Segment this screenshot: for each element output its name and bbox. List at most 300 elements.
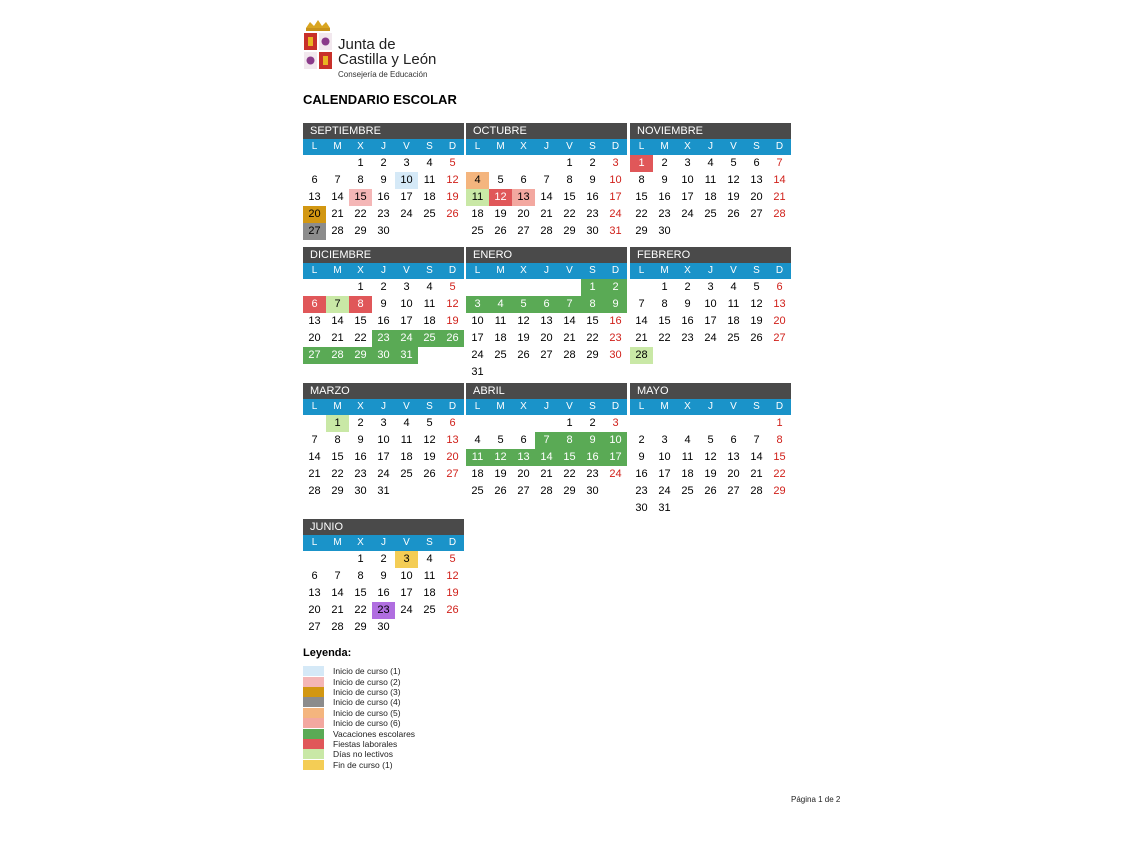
day-cell: 14	[750, 451, 763, 463]
day-empty	[558, 364, 581, 381]
day-cell: 7	[753, 434, 760, 446]
month-octubre	[466, 123, 627, 240]
month-title: SEPTIEMBRE	[303, 123, 464, 139]
day-cell: 24	[609, 468, 622, 480]
day-cell: 4	[466, 172, 489, 189]
month-marzo	[303, 383, 464, 500]
week-row	[303, 206, 464, 223]
day-cell: 7	[311, 434, 318, 446]
day-cell: 28	[331, 621, 344, 633]
weekday-label: M	[333, 265, 342, 276]
week-row	[630, 415, 791, 432]
weekday-label: V	[403, 265, 410, 276]
day-cell: 18	[471, 468, 484, 480]
weekday-row	[630, 139, 791, 155]
month-title: DICIEMBRE	[303, 247, 464, 263]
day-cell: 9	[357, 434, 364, 446]
day-cell: 22	[354, 208, 367, 220]
day-cell: 4	[489, 296, 512, 313]
day-cell: 29	[349, 347, 372, 364]
day-cell: 5	[426, 417, 433, 429]
legend-label: Inicio de curso (5)	[333, 707, 401, 718]
day-cell: 2	[589, 417, 596, 429]
legend-label: Fin de curso (1)	[333, 759, 393, 770]
day-cell: 8	[776, 434, 783, 446]
day-cell: 23	[377, 208, 390, 220]
day-cell: 2	[604, 279, 627, 296]
day-cell: 8	[349, 296, 372, 313]
day-cell: 1	[630, 155, 653, 172]
day-cell: 19	[494, 208, 507, 220]
month-title: MARZO	[303, 383, 464, 399]
day-cell: 17	[400, 315, 413, 327]
day-cell: 7	[776, 157, 783, 169]
week-row	[303, 483, 464, 500]
week-row	[630, 296, 791, 313]
legend-item	[303, 739, 415, 749]
day-cell: 4	[730, 281, 737, 293]
day-cell: 2	[684, 281, 691, 293]
legend-label: Inicio de curso (1)	[333, 666, 401, 677]
day-cell: 11	[400, 434, 413, 446]
day-cell: 12	[446, 298, 459, 310]
legend-item	[303, 728, 415, 738]
weekday-label: D	[448, 401, 457, 412]
day-cell: 26	[750, 332, 763, 344]
day-cell: 11	[466, 449, 489, 466]
legend-swatch	[303, 729, 324, 739]
weekday-label: X	[684, 401, 691, 412]
day-cell: 16	[635, 468, 648, 480]
day-cell: 12	[489, 449, 512, 466]
day-cell: 15	[331, 451, 344, 463]
weekday-label: J	[381, 265, 386, 276]
weekday-row	[303, 263, 464, 279]
day-cell: 27	[446, 468, 459, 480]
day-empty	[303, 155, 326, 172]
day-cell: 13	[727, 451, 740, 463]
day-cell: 24	[471, 349, 484, 361]
day-cell: 28	[540, 485, 553, 497]
weekday-label: M	[333, 401, 342, 412]
day-cell: 7	[334, 174, 341, 186]
weekday-label: M	[660, 141, 669, 152]
day-cell: 1	[357, 157, 364, 169]
day-cell: 22	[658, 332, 671, 344]
day-cell: 28	[331, 225, 344, 237]
day-cell: 17	[400, 191, 413, 203]
day-cell: 16	[377, 191, 390, 203]
week-row	[466, 296, 627, 313]
day-cell: 29	[586, 349, 599, 361]
day-cell: 4	[426, 553, 433, 565]
day-cell: 28	[630, 347, 653, 364]
day-cell: 21	[750, 468, 763, 480]
day-cell: 21	[331, 604, 344, 616]
week-row	[466, 432, 627, 449]
weekday-label: X	[520, 401, 527, 412]
day-cell: 6	[520, 174, 527, 186]
day-cell: 19	[750, 315, 763, 327]
day-empty	[441, 619, 464, 636]
legend-swatch	[303, 749, 324, 759]
day-empty	[699, 223, 722, 240]
legend-swatch	[303, 666, 324, 676]
day-cell: 8	[566, 174, 573, 186]
day-cell: 1	[357, 281, 364, 293]
day-cell: 16	[377, 315, 390, 327]
day-cell: 25	[704, 208, 717, 220]
day-cell: 18	[727, 315, 740, 327]
day-cell: 3	[380, 417, 387, 429]
legend-label: Inicio de curso (6)	[333, 718, 401, 729]
day-cell: 7	[326, 296, 349, 313]
day-cell: 22	[773, 468, 786, 480]
day-cell: 4	[684, 434, 691, 446]
day-cell: 5	[449, 157, 456, 169]
day-cell: 26	[494, 225, 507, 237]
day-cell: 29	[563, 225, 576, 237]
day-cell: 15	[586, 315, 599, 327]
day-empty	[489, 364, 512, 381]
day-cell: 23	[372, 330, 395, 347]
day-cell: 6	[303, 296, 326, 313]
day-cell: 3	[466, 296, 489, 313]
day-cell: 30	[586, 225, 599, 237]
day-empty	[326, 551, 349, 568]
day-empty	[768, 347, 791, 364]
day-cell: 5	[497, 174, 504, 186]
day-cell: 19	[423, 451, 436, 463]
day-empty	[418, 347, 441, 364]
day-cell: 21	[331, 332, 344, 344]
legend-item	[303, 666, 415, 676]
day-cell: 12	[704, 451, 717, 463]
day-cell: 14	[331, 587, 344, 599]
weekday-label: S	[753, 265, 760, 276]
day-empty	[489, 155, 512, 172]
day-cell: 17	[681, 191, 694, 203]
week-row	[303, 551, 464, 568]
day-empty	[441, 223, 464, 240]
day-empty	[395, 483, 418, 500]
weekday-label: S	[426, 537, 433, 548]
day-empty	[676, 500, 699, 517]
day-cell: 7	[535, 432, 558, 449]
legend-swatch	[303, 708, 324, 718]
weekday-label: S	[589, 141, 596, 152]
day-empty	[441, 483, 464, 500]
weekday-label: M	[333, 141, 342, 152]
day-empty	[512, 415, 535, 432]
day-cell: 11	[423, 298, 436, 310]
day-empty	[722, 415, 745, 432]
day-empty	[466, 279, 489, 296]
day-empty	[303, 279, 326, 296]
day-cell: 20	[727, 468, 740, 480]
day-cell: 25	[418, 330, 441, 347]
day-cell: 13	[540, 315, 553, 327]
day-empty	[745, 223, 768, 240]
week-row	[630, 279, 791, 296]
day-cell: 23	[658, 208, 671, 220]
logo-line-1: Junta de	[338, 36, 396, 53]
day-cell: 10	[704, 298, 717, 310]
day-cell: 15	[354, 315, 367, 327]
weekday-label: M	[496, 141, 505, 152]
weekday-label: D	[448, 141, 457, 152]
day-cell: 16	[609, 315, 622, 327]
day-empty	[489, 415, 512, 432]
day-cell: 23	[635, 485, 648, 497]
day-cell: 3	[612, 417, 619, 429]
day-cell: 2	[380, 553, 387, 565]
day-cell: 9	[604, 296, 627, 313]
weekday-label: S	[426, 265, 433, 276]
day-cell: 24	[395, 330, 418, 347]
day-cell: 2	[357, 417, 364, 429]
weekday-row	[630, 263, 791, 279]
week-row	[466, 155, 627, 172]
day-cell: 19	[494, 468, 507, 480]
day-cell: 17	[471, 332, 484, 344]
day-cell: 24	[658, 485, 671, 497]
day-cell: 9	[380, 570, 387, 582]
day-cell: 22	[354, 332, 367, 344]
day-cell: 12	[446, 174, 459, 186]
day-cell: 10	[604, 432, 627, 449]
day-cell: 29	[354, 621, 367, 633]
day-empty	[418, 223, 441, 240]
day-cell: 2	[589, 157, 596, 169]
month-diciembre	[303, 247, 464, 364]
week-row	[466, 330, 627, 347]
day-cell: 18	[471, 208, 484, 220]
week-row	[466, 364, 627, 381]
day-cell: 29	[635, 225, 648, 237]
day-cell: 12	[727, 174, 740, 186]
weekday-label: X	[357, 537, 364, 548]
day-cell: 27	[303, 223, 326, 240]
day-cell: 26	[446, 604, 459, 616]
day-cell: 19	[446, 587, 459, 599]
day-empty	[745, 415, 768, 432]
week-row	[630, 330, 791, 347]
day-cell: 18	[423, 315, 436, 327]
day-cell: 6	[535, 296, 558, 313]
day-cell: 2	[661, 157, 668, 169]
day-empty	[630, 279, 653, 296]
day-cell: 25	[423, 208, 436, 220]
day-cell: 15	[773, 451, 786, 463]
day-cell: 17	[609, 191, 622, 203]
day-cell: 23	[354, 468, 367, 480]
weekday-label: M	[660, 401, 669, 412]
weekday-label: V	[566, 141, 573, 152]
legend-label: Fiestas laborales	[333, 738, 398, 749]
day-empty	[395, 619, 418, 636]
day-cell: 30	[377, 621, 390, 633]
month-noviembre	[630, 123, 791, 240]
day-cell: 31	[395, 347, 418, 364]
day-empty	[303, 551, 326, 568]
day-cell: 9	[380, 298, 387, 310]
day-cell: 6	[311, 570, 318, 582]
weekday-label: V	[730, 265, 737, 276]
page-footer: Página 1 de 2	[791, 795, 841, 804]
day-cell: 24	[400, 604, 413, 616]
day-cell: 3	[612, 157, 619, 169]
weekday-label: D	[775, 401, 784, 412]
day-cell: 27	[540, 349, 553, 361]
day-cell: 27	[303, 347, 326, 364]
day-cell: 2	[638, 434, 645, 446]
day-cell: 25	[681, 485, 694, 497]
day-cell: 18	[494, 332, 507, 344]
day-cell: 11	[423, 570, 436, 582]
day-cell: 17	[400, 587, 413, 599]
day-cell: 10	[681, 174, 694, 186]
day-cell: 10	[609, 174, 622, 186]
day-cell: 1	[581, 279, 604, 296]
day-cell: 4	[403, 417, 410, 429]
day-cell: 20	[308, 332, 321, 344]
day-cell: 23	[609, 332, 622, 344]
weekday-label: M	[660, 265, 669, 276]
month-junio	[303, 519, 464, 636]
day-cell: 20	[308, 604, 321, 616]
month-title: MAYO	[630, 383, 791, 399]
legend-item	[303, 718, 415, 728]
day-cell: 22	[354, 604, 367, 616]
day-empty	[581, 364, 604, 381]
legend-item	[303, 760, 415, 770]
day-cell: 1	[776, 417, 783, 429]
day-cell: 30	[354, 485, 367, 497]
day-cell: 12	[446, 570, 459, 582]
day-cell: 15	[349, 189, 372, 206]
page-title: CALENDARIO ESCOLAR	[303, 92, 457, 107]
week-row	[630, 206, 791, 223]
day-cell: 1	[566, 157, 573, 169]
day-cell: 28	[750, 485, 763, 497]
day-cell: 18	[681, 468, 694, 480]
day-cell: 19	[446, 315, 459, 327]
week-row	[466, 206, 627, 223]
day-cell: 13	[308, 315, 321, 327]
week-row	[466, 189, 627, 206]
weekday-label: X	[520, 265, 527, 276]
day-cell: 3	[684, 157, 691, 169]
weekday-label: S	[753, 141, 760, 152]
day-cell: 14	[308, 451, 321, 463]
day-empty	[512, 279, 535, 296]
day-empty	[535, 155, 558, 172]
weekday-label: D	[448, 537, 457, 548]
day-cell: 14	[773, 174, 786, 186]
weekday-label: L	[474, 141, 481, 152]
week-row	[303, 415, 464, 432]
day-cell: 1	[357, 553, 364, 565]
day-cell: 22	[331, 468, 344, 480]
day-cell: 9	[684, 298, 691, 310]
week-row	[630, 155, 791, 172]
day-cell: 30	[586, 485, 599, 497]
day-cell: 9	[661, 174, 668, 186]
day-empty	[676, 223, 699, 240]
day-empty	[699, 415, 722, 432]
week-row	[303, 296, 464, 313]
day-cell: 31	[609, 225, 622, 237]
day-cell: 18	[423, 191, 436, 203]
day-cell: 11	[423, 174, 436, 186]
day-empty	[676, 415, 699, 432]
day-cell: 3	[707, 281, 714, 293]
day-cell: 25	[471, 485, 484, 497]
legend-swatch	[303, 760, 324, 770]
day-cell: 29	[354, 225, 367, 237]
weekday-label: J	[708, 401, 713, 412]
day-cell: 2	[380, 157, 387, 169]
legend-item	[303, 697, 415, 707]
logo-line-2: Castilla y León	[338, 51, 437, 68]
day-cell: 30	[377, 225, 390, 237]
day-cell: 27	[308, 621, 321, 633]
day-cell: 9	[380, 174, 387, 186]
day-cell: 23	[586, 208, 599, 220]
weekday-label: X	[684, 141, 691, 152]
day-cell: 20	[446, 451, 459, 463]
legend-label: Días no lectivos	[333, 749, 393, 760]
weekday-label: J	[381, 401, 386, 412]
week-row	[303, 568, 464, 585]
day-cell: 9	[589, 174, 596, 186]
day-cell: 18	[400, 451, 413, 463]
day-cell: 8	[558, 432, 581, 449]
day-cell: 20	[303, 206, 326, 223]
day-cell: 31	[471, 366, 484, 378]
day-cell: 25	[471, 225, 484, 237]
week-row	[466, 172, 627, 189]
day-cell: 1	[566, 417, 573, 429]
day-cell: 13	[512, 189, 535, 206]
day-empty	[466, 155, 489, 172]
day-cell: 9	[581, 432, 604, 449]
day-cell: 28	[540, 225, 553, 237]
week-row	[303, 279, 464, 296]
day-cell: 16	[658, 191, 671, 203]
day-empty	[653, 415, 676, 432]
day-empty	[418, 483, 441, 500]
week-row	[303, 619, 464, 636]
weekday-label: J	[708, 265, 713, 276]
day-cell: 10	[377, 434, 390, 446]
day-cell: 17	[704, 315, 717, 327]
legend-item	[303, 676, 415, 686]
week-row	[303, 347, 464, 364]
weekday-label: M	[496, 265, 505, 276]
day-cell: 22	[586, 332, 599, 344]
week-row	[630, 347, 791, 364]
day-empty	[418, 619, 441, 636]
day-cell: 21	[331, 208, 344, 220]
day-cell: 6	[449, 417, 456, 429]
week-row	[303, 602, 464, 619]
day-cell: 27	[773, 332, 786, 344]
week-row	[303, 330, 464, 347]
day-cell: 25	[494, 349, 507, 361]
day-empty	[676, 347, 699, 364]
